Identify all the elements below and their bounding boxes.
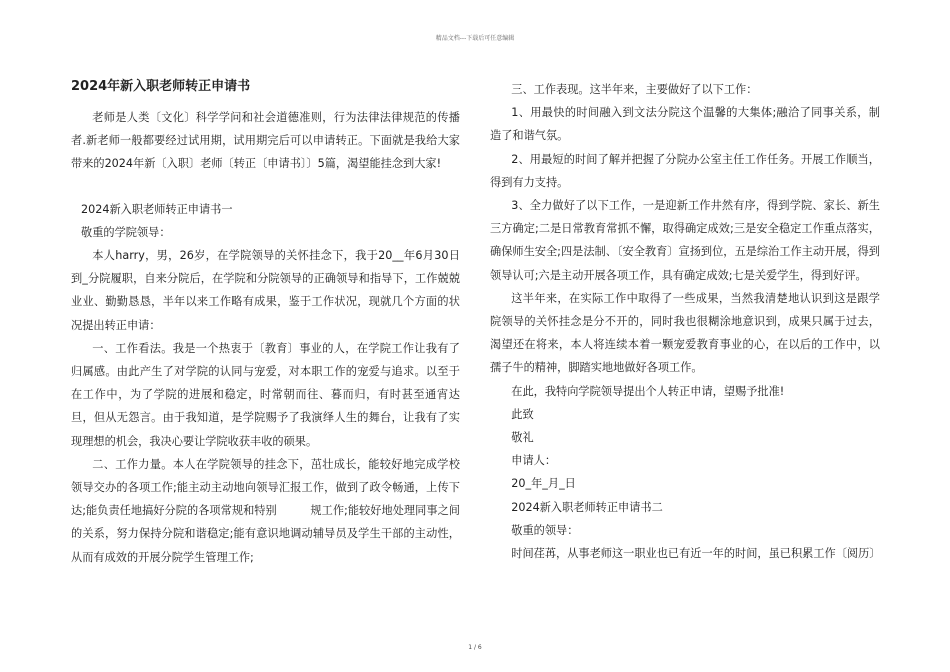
applicant-line: 申请人： <box>511 454 557 468</box>
spacer <box>71 176 460 198</box>
list-item-1: 1、用最快的时间融入到文法分院这个温馨的大集体;融洽了同事关系，制造了和谐气氛。 <box>490 106 880 143</box>
page-header: 精品文档---下载后可任意编辑 <box>435 35 515 42</box>
section-three-intro: 三、工作表现。这半年来，主要做好了以下工作： <box>511 83 758 96</box>
salutation: 敬重的学院领导： <box>81 225 171 239</box>
body-paragraph-3: 二、工作力量。本人在学院领导的挂念下，茁壮成长，能较好地完成学校领导交办的各项工作;能主动主动地向领导汇报工作，做到了政令畅通，上传下达;能负责任地搞好分院的各项常规和特别 规工作;能较好地处理同事之间的关系，努力保持分院和谐稳定;能有意识地调动辅导员及学生干部的主动性，从而有成效的开展分院学生管理工作; <box>71 457 460 564</box>
intro-paragraph: 老师是人类〔文化〕科学学问和社会道德准则，行为法律法律规范的传播者.新老师一般都要经过试用期，试用期完后可以申请转正。下面就是我给大家带来的2024年新〔入职〕老师〔转正〔申请书〕〕5篇，渴望能挂念到大家! <box>71 111 460 171</box>
document-title: 2024年新入职老师转正申请书 <box>71 79 251 94</box>
salutation-two: 敬重的领导： <box>511 523 579 537</box>
letter-two-title: 2024新入职老师转正申请书二 <box>511 500 663 514</box>
letter-one-title: 2024新入职老师转正申请书一 <box>81 202 233 216</box>
body-paragraph-last: 时间荏苒，从事老师这一职业也已有近一年的时间，虽已积累工作〔阅历〕 <box>511 547 881 561</box>
summary-paragraph: 这半年来，在实际工作中取得了一些成果，当然我清楚地认识到这是跟学院领导的关怀挂念是分不开的，同时我也很糊涂地意识到，成果只属于过去，渴望还在将来，本人将连续本着一颗宠爱教育事业的心，在以后的工作中，以孺子牛的精神，脚踏实地地做好各项工作。 <box>490 291 880 375</box>
body-paragraph-2: 一、工作看法。我是一个热衷于〔教育〕事业的人，在学院工作让我有了归属感。由此产生了对学院的认同与宠爱，对本职工作的宠爱与追求。以至于在工作中，为了学院的进展和稳定，时常朝而往、暮而归，有时甚至通宵达旦，但从无怨言。由于我知道，是学院赐予了我演绎人生的舞台，让我有了实现理想的机会，我决心要让学院收获丰收的硕果。 <box>71 341 460 448</box>
list-item-2: 2、用最短的时间了解并把握了分院办公室主任工作任务。开展工作顺当，得到有力支持。 <box>490 152 880 189</box>
request-paragraph: 在此，我特向学院领导提出个人转正申请，望赐予批准! <box>511 384 785 398</box>
list-item-3: 3、全力做好了以下工作，一是迎新工作井然有序，得到学院、家长、新生三方确定;二是日常教育常抓不懈，取得确定成效;三是安全稳定工作重点落实，确保师生安全;四是法制、〔安全教育〕宣扬到位，五是综治工作主动开展，得到领导认可;六是主动开展各项工作，具有确定成效;七是关爱学生，得到好评。 <box>490 199 880 282</box>
page-number: 1 / 6 <box>468 644 482 651</box>
body-paragraph-1: 本人harry，男，26岁，在学院领导的关怀挂念下，我于20__年6月30日到_分院履职，自来分院后，在学院和分院领导的正确领导和指导下，工作兢兢业业、勤勤恳恳，半年以来工作略有成果，鉴于工作状况，现就几个方面的状况提出转正申请： <box>71 249 460 332</box>
closing-line-2: 敬礼 <box>511 431 534 445</box>
right-column <box>490 78 880 565</box>
left-column <box>71 78 460 569</box>
date-line: 20_年_月_日 <box>511 477 576 491</box>
closing-line-1: 此致 <box>511 407 534 421</box>
